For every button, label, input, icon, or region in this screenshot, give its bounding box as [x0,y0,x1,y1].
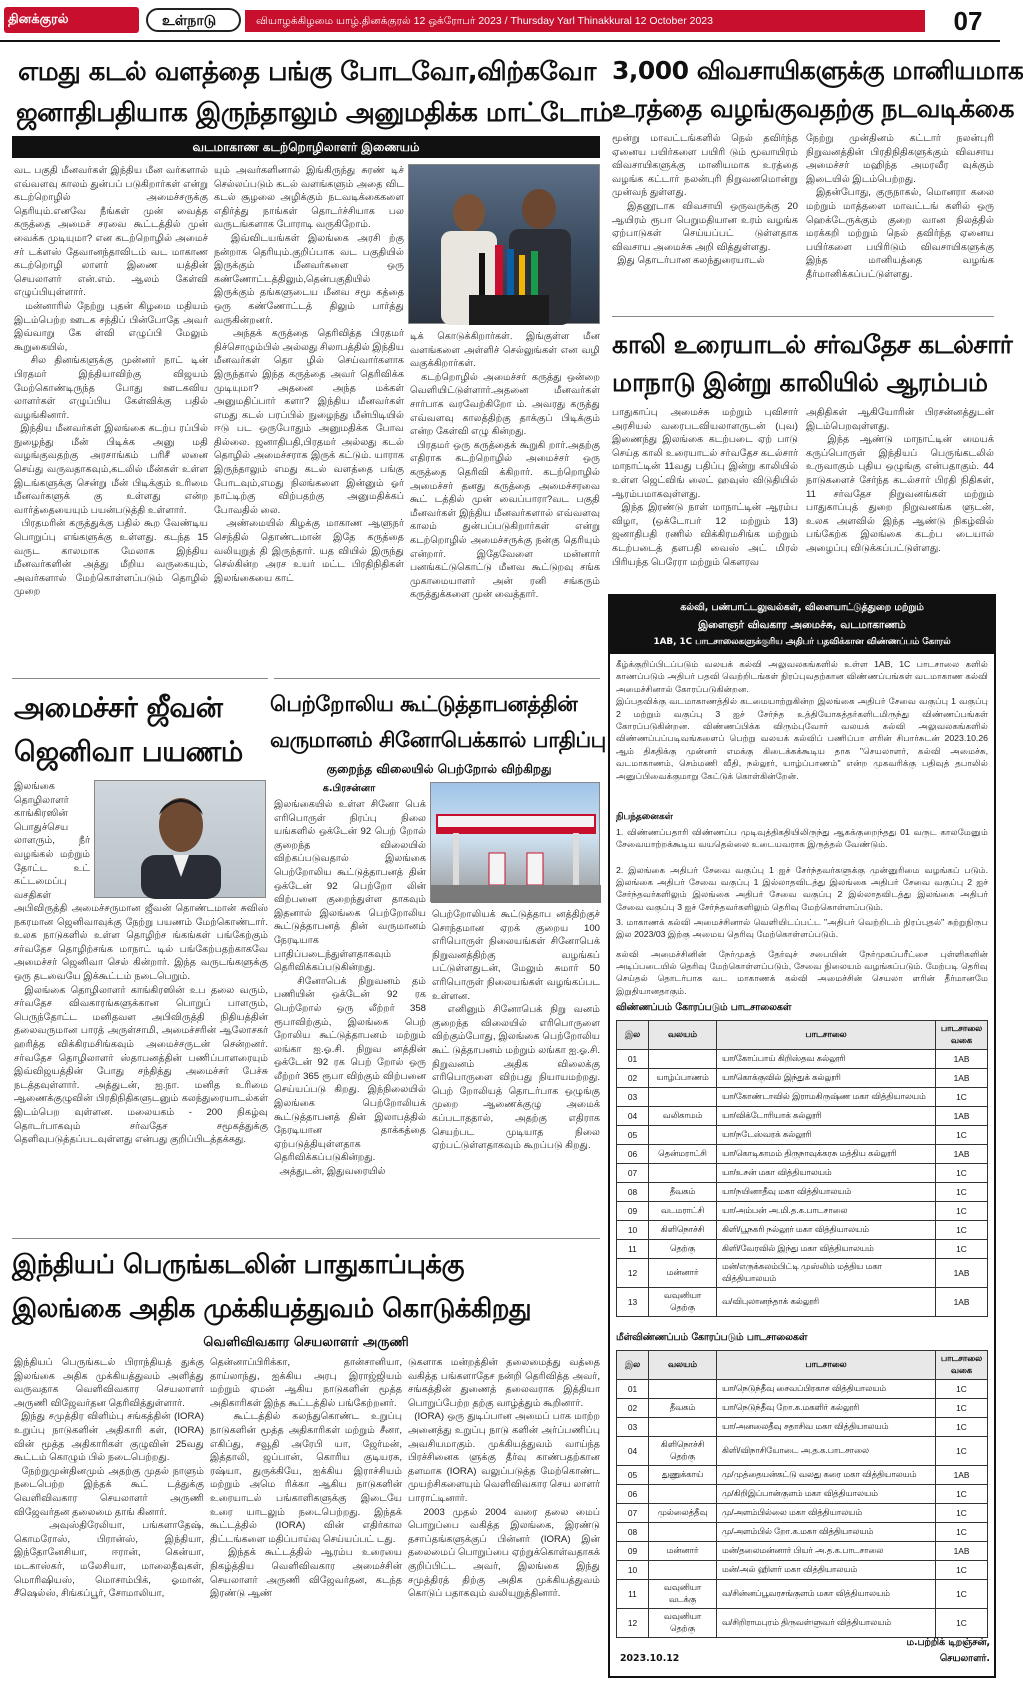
fuel-station-illustration [431,783,601,903]
table2-row [617,1609,988,1638]
table2-cell-no: 01 [617,1380,649,1399]
table1-cell-school: கிளி/பூநகரி நல்லூர் மகா வித்தியாலயம் [717,1221,936,1240]
table1-cell-no: 10 [617,1221,649,1240]
table2-cell-type: 1C [936,1504,988,1523]
table2-row [617,1542,988,1561]
story1-kicker: வடமாகாண கடற்றொழிலாளர் இணையம் [192,140,420,154]
table1-header-school: பாடசாலை [717,1021,936,1050]
table1-cell-school: வ/விபுலானந்தாக் கல்லூரி [717,1288,936,1317]
table2-title: மீள்விண்ணப்பம் கோரப்படும் பாடசாலைகள் [616,1332,808,1343]
table2-cell-school: கிளி/விநாசியோடை அ.த.க.பாடசாலை [717,1437,936,1466]
table2-row [617,1485,988,1504]
page-number: 07 [953,6,983,36]
table1-cell-type: 1C [936,1183,988,1202]
story4-column-full: அபிவிருத்தி அமைச்சருமான ஜீவன் தொண்டமான் சுவிஸ் நகரமான ஜெனிவாவுக்கு நேற்று பயணம் மேற்கொண்டார். உலக நாடுகளில் உள்ள தொழிற்ச ங்கங்கள் பங்கேற்கும் சர்வதேச தொழிற்சங்க மாநாட் டில் பங்கேற்பதற்காகவே அமைச்சர் ஜெனிவா செல் கின்றார். இந்த வருடங்களுக்கு ஒரு தடவையே இக்கூட்டம் நடைபெறும். இலங்கை தொழிலாளர் காங்கிரஸின் உப தலை வரும், சர்வதேச விவகாரங்களுக்கான பொறுப் பாளரும், பெருந்தோட்ட மனிதவள அபிவிருத்தி நிதியத்தின் தலைவருமான பாரத் அருள்சாமி, அமைச்சரின் ஆலோசகர் ஹரித்த விக்கிரமசிங்கவும் அமைச்சருடன் சென்றனர். சர்வதேச தொழிலாளர் ஸ்தாபனத்தின் பணிப்பாளரையும் இவ்விஜயத்தின் போது சந்தித்து அமைச்சர் பேச்சு நடத்தவுள்ளார். அத்துடன், ஐ.நா. மனித உரிமை ஆணைக்குழுவின் பிரதிநிதிகளுடனும் கலந்துரையாடல்கள் இடம்பெற வுள்ளன. மலையகம் - 200 நிகழ்வு தொடர்பாகவும் சர்வதேச சமூகத்துக்கு தெளிவுபடுத்தப்படவுள்ளது என்பது குறிப்பிடத்தக்கது. [14,903,269,1146]
story1-column-1: வட பகுதி மீனவர்கள் இந்திய மீன வர்களால் எவ்வளவு காலம் துன்பப் படுகிறார்கள் என்று கடற்றொழில் அமைச்சருக்கு தெரியும்.எனவே நீங்கள் முன் வைத்த கருத்தை அமைச் சரவை கூட்டத்தில் முன் வைக்க முடியுமா? என கடற்றொழில் அமைச் சர் டக்ளஸ் தேவானந்தாவிடம் வட மாகாண கடற்றொழி லாளர் இணை யத்தின் செயலாளர் என்.எம். ஆலம் கேள்வி எழுப்பியுள்ளார். மன்னாரில் நேற்று புதன் கிழமை மதியம் இடம்பெற்ற ஊடக சந்திப் பின்போதே அவர் இவ்வாறு கே ள்வி எழுப்பி மேலும் கூறுகையில், சில தினங்களுக்கு முன்னர் நாட் டின் பிரதமர் இந்தியாவிற்கு விஜயம் மேற்கொண்டிருந்த போது ஊடகவிய லாளர்கள் எழுப்பிய கேள்விக்கு பதில் வழங்கினார். இந்திய மீனவர்கள் இலங்கை கடற்ப ரப்பில் நுழைந்து மீன் பிடிக்க அனு மதி வழங்குவதற்கு அரசாங்கம் பரிசீ லனை செய்து வருவதாகவும்,கடலில் மீன்கள் உள்ள இடங்களுக்கு சென்று மீன் பிடிக்கும் உரிமை மீனவர்களுக் கு உள்ளது என்ற வார்த்தையையும் பயன்படுத்தி உள்ளார். பிரதமரின் கருத்துக்கு பதில் கூற வேண்டிய பொறுப்பு எங்களுக்கு உள்ளது. கடந்த 15 வருட காலமாக மேலாக இந்திய மீனவர்களின் அத்து மீறிய வருகையும், அவர்களால் மேற்கொள்ளப்படும் தொழில் முறை [14,165,208,598]
table2-cell-no: 12 [617,1609,649,1638]
table2-cell-no: 08 [617,1523,649,1542]
table1-cell-type: 1AB [936,1145,988,1164]
table1-row [617,1221,988,1240]
table2-cell-zone: தீவகம் [649,1399,717,1418]
story4-headline-line1: அமைச்சர் ஜீவன் [14,691,223,724]
story6-headline-line1: இந்தியப் பெருங்கடலின் பாதுகாப்புக்கு [12,1250,464,1280]
story3-column-1: பாதுகாப்பு அமைச்சு மற்றும் புவிசார் அரசியல் வரைபடவியலாளருடன் (புவ) இணைந்து இலங்கை கடற்படை ஏற் பாடு செய்த காலி உரையாடல் சர்வதேச கடல்சார் மாநாட்டின் 11வது பதிப்பு இன்று காலியில் உள்ள ஜெட்விங் லைட் ஹவுஸ் விடுதியில் ஆரம்பமாகவுள்ளது. இந்த இரண்டு நாள் மாநாட்டின் ஆரம்ப விழா, (ஒக்டோபர் 12 மற்றும் 13) ஜனாதிபதி ரணில் விக்கிரமசிங்க மற்றும் கடற்படைத் தளபதி வைஸ் அட் மிரல் பிரியந்த பெரேரா மற்றும் கௌரவ [612,407,798,568]
story5-column-1: இலங்கையில் உள்ள சினோ பெக் எரிபொருள் நிரப்பு நிலை யங்களில் ஒக்டேன் 92 பெற் றோல் குறைந்த விலையில் விற்கப்படுவதால் இலங்கை பெற்றோலிய கூட்டுத்தாபனத் தின் ஒக்டேன் 92 பெற்றோ லின் விற்பனை குறைந்துள்ள தாகவும் இதனால் இலங்கை பெற்றோலிய கூட்டுத்தாபனத் தின் வருமானம் நேரடியாக பாதிப்படைந்துள்ளதாகவும் தெரிவிக்கப்படுகின்றது. சினோபெக் நிறுவனம் தம் பணியின் ஒக்டேன் 92 ரக பெற்றோல் ஒரு லீற்றர் 358 ரூபாவிற்கும், இலங்கை பெற் றோலிய கூட்டுத்தாபனம் மற்றும் லங்கா ஐ.ஓ.சி. நிறுவ னத்தின் ஒக்டேன் 92 ரக பெற் றோல் ஒரு லீற்றர் 365 ரூபா விற்கும் விற்பனை செய்யப்படு கிறது. இந்நிலையில் இலங்கை பெற்றோலியக் கூட்டுத்தாபனத் தின் இலாபத்தில் நேரடியான தாக்கத்தை ஏற்படுத்தியுள்ளதாக தெரிவிக்கப்படுகின்றது. அத்துடன், இதுவரையில் [274,799,426,1178]
story5-kicker: குறைந்த விலையில் பெற்றோல் விற்கிறது [326,762,552,776]
story3-column-2: அதிதிகள் ஆகியோரின் பிரசன்னத்துடன் இடம்பெறவுள்ளது. இந்த ஆண்டு மாநாட்டின் மையக் கருப்பொருள் இந்தியப் பெருங்கடலில் உருவாகும் புதிய ஒழுங்கு என்பதாகும். 44 நாடுகளைச் சேர்ந்த கடல்சார் பிரதி நிதிகள், 11 சர்வதேச நிறுவனங்கள் மற்றும் பாதுகாப்புத் துறை நிறுவனங்க ளுடன், உலக அளவில் இந்த ஆண்டு நிகழ்வில் பங்கேற்க இலங்கை கடற்ப டையால் அழைப்பு விடுக்கப்பட்டுள்ளது. [806,407,994,554]
table2-row [617,1418,988,1437]
table1-cell-zone: யாழ்ப்பாணம் [649,1069,717,1088]
table1-cell-no: 05 [617,1126,649,1145]
story2-column-2: நேற்று முன்தினம் கட்டார் நலன்புரி நிறுவனத்தின் பிரதிநிதிகளுக்கும் விவசாய அமைச்சர் மஹிந்த அமரவீர வுக்கும் இடையில் இடம்பெற்றது. இதன்போது, குருநாகல், மொனரா கலை மற்றும் மாத்தளை மாவட்டங் களில் ஒரு ஹெக்டேருக்கும் குறை வான நிலத்தில் மரக்கறி மற்றும் நெல் தவிர்ந்த ஏனைய பயிர்களை பயிரிடும் விவசாயிகளுக்கு இந்த மானியத்தை வழங்க தீர்மானிக்கப்பட்டுள்ளது. [806,133,994,280]
story1-column-3: டிக் கொடுக்கிறார்கள். இங்குள்ள மீன வளங்களை அள்ளிச் செல்லுங்கள் என வழி வகுக்கிறார்கள். கடற்றொழில் அமைச்சர் கருத்து ஒன்றை வெளியிட்டுள்ளார்.அதனை மீனவர்கள் சார்பாக வரவேற்கிறோ ம். அவரது கருத்து எவ்வளவு காலத்திற்கு தாக்குப் பிடிக்கும் என்ற கேள்வி எழு கின்றது. பிரதமர் ஒரு கருத்தைக் கூறுகி றார்.அதற்கு எதிராக கடற்றொழில் அமைச்சர் ஒரு கருத்தை தெரிவி க்கிறார். கடற்றொழில் அமைச்சர் தனது கருத்தை அமைச்சரவை கூட் டத்தில் முன் வைப்பாரா?வட பகுதி மீனவர்கள் இந்திய மீனவர்களால் எவ்வளவு காலம் துன்பப்படுகிறார்கள் என்று கடற்றொழில் அமைச்சருக்கு நன்கு தெரியும் என்றார். இதேவேளை மன்னார் பனங்கட்டுகொட்டு மீனவ கூட்டுறவு சங்க முகாமையாளர் அன் ரனி சங்கரும் கருத்துக்களை முன் வைத்தார். [410,331,600,601]
table1-cell-type: 1C [936,1240,988,1259]
story5-column-2: பெற்றோலியக் கூட்டுத்தாப னத்திற்குச் சொந்தமான ஏறக் குறைய 100 எரிபொருள் நிலையங்கள் சினோபெக் நிறுவனத்திற்கு வழங்கப் பட்டுள்ளதுடன், மேலும் சுமார் 50 எரிபொருள் நிலையங்கள் வழங்கப்பட உள்ளன. எனினும் சினோபெக் நிறு வனம் குறைந்த விலையில் எரிபொருளை விற்கும்போது, இலங்கை பெற்றோலிய கூட் டுத்தாபனம் மற்றும் லங்கா ஐ.ஓ.சி. நிறுவனம் அதிக விலைக்கு எரிபொருளை விற்பது நியாயமற்றது. பெற் றோலியத் தொடர்பாக ஒழுங்கு முறை ஆணைக்குழு அமைக் கப்படாததால், அதற்கு எதிராக செயற்பட முடியாத நிலை ஏற்பட்டுள்ளதாகவும் கூறப்படு கிறது. [432,909,600,1152]
table1-cell-school: யா/கோப்பாய் கிறிஸ்தவ கல்லூரி [717,1050,936,1069]
notice-box [608,594,996,1678]
table1-cell-school: யா/அம்பன் அ.மி.த.க.பாடசாலை [717,1202,936,1221]
story6-column-1: இந்தியப் பெருங்கடல் பிராந்தியத் துக்கு இலங்கை அதிக முக்கியத்துவம் அளித்து வருவதாக வெளிவிவகார செயலாளர் அருணி விஜேவர்தன தெரிவித்துள்ளார். இந்து சமுத்திர விளிம்பு சங்கத்தின் (IORA) உறுப்பு நாடுகளின் அதிகாரி கள், (IORA) வின் மூத்த அதிகாரிகள் குழுவின் 25வது கூட்டம் கொழும் பில் நடைபெற்றது. நேற்றுமுன்தினமும் அதற்கு முதல் நாளும் நடைபெற்ற இந்தக் கூட் டத்துக்கு வெளிவிவகார செயலாளர் அருணி விஜேவர்தன தலைமை தாங் கினார். அவுஸ்திரேலியா, பங்களாதேஷ், கொமரோஸ், பிரான்ஸ், இந்தியா, இந்தோனேசியா, ஈரான், கென்யா, மடகாஸ்கர், மலேசியா, மாலைதீவுகள், மொரிஷியஸ், மொசாம்பிக், ஓமான், சீஷெல்ஸ், சிங்கப்பூர், சோமாலியா, [14,1357,204,1600]
table1-cell-school: யா/உசன் மகா வித்தியாலயம் [717,1164,936,1183]
table1-cell-no: 13 [617,1288,649,1317]
table1-cell-school: மன்/எருக்கலம்பிட்டி முஸ்லிம் மத்திய மகா வித்தியாலயம் [717,1259,936,1288]
notice-signatory-title: செயலாளர். [939,1653,990,1664]
table1-row [617,1050,988,1069]
notice-condition-3: 3. மாகாணக் கல்வி அமைச்சினால் வெளியிடப்பட்ட "அதிபர் வெற்றிடம் நிரப்புதல்" சுற்றுநிருப இல 2023/03 இற்கு அமைய தெரிவு மேற்கொள்ளப்படும். [616,917,991,940]
table1-cell-type: 1C [936,1126,988,1145]
story6-kicker: வெளிவிவகார செயலாளர் அருணி [203,1335,409,1350]
table1-cell-zone [649,1164,717,1183]
table2-cell-zone [649,1561,717,1580]
table1-cell-school: யா/நடேஸ்வரக் கல்லூரி [717,1126,936,1145]
story4-headline-line2: ஜெனிவா பயணம் [14,735,243,768]
table1-cell-school: யா/கோண்டாவில் இராமகிருஷ்ண மகா வித்தியாலயம் [717,1088,936,1107]
section-label-text: உள்நாடு [162,13,217,29]
notice-condition-1: 1. விண்ணப்பதாரி விண்ணப்ப முடிவுத்திகதியிலிருந்து ஆகக்குறைந்தது 01 வருட காலமேனும் சேவையாற்றக்கூடிய வயதெல்லை உடையவராக இருத்தல் வேண்டும். [616,827,991,850]
story5-top-rule [274,678,600,679]
table1-cell-zone: தெற்கு [649,1240,717,1259]
table1-cell-no: 02 [617,1069,649,1088]
table1-cell-type: 1C [936,1221,988,1240]
table1-cell-no: 03 [617,1088,649,1107]
story4-top-rule [12,678,268,679]
table2-row [617,1399,988,1418]
notice-date: 2023.10.12 [620,1653,680,1664]
table2-cell-school: வ/சின்னப்பூவரசங்குளம் மகா வித்தியாலயம் [717,1580,936,1609]
table2-cell-no: 03 [617,1418,649,1437]
table1-cell-zone: தென்மராட்சி [649,1145,717,1164]
story3-headline-line1: காலி உரையாடல் சர்வதேச கடல்சார் [612,330,1013,359]
table2-cell-no: 10 [617,1561,649,1580]
table2-cell-zone [649,1523,717,1542]
table2-cell-zone: முல்லைத்தீவு [649,1504,717,1523]
notice-title-line3: 1AB, 1C பாடசாலைகளுக்குரிய அதிபர் பதவிக்கான விண்ணப்பம் கோரல் [653,637,951,647]
notice-signatory: ம.பற்றிக் டிறஞ்சன், [906,1637,990,1648]
table1-cell-no: 12 [617,1259,649,1288]
table1-cell-type: 1AB [936,1288,988,1317]
table2-cell-type: 1C [936,1437,988,1466]
table1-row [617,1164,988,1183]
press-conference-illustration [409,165,601,325]
masthead [0,0,1000,40]
table2-cell-zone: மன்னார் [649,1542,717,1561]
table2-cell-type: 1C [936,1399,988,1418]
table2-cell-zone [649,1485,717,1504]
table1-cell-type: 1C [936,1202,988,1221]
table2-cell-school: மு/அளம்பில் றோ.க.மகா வித்தியாலயம் [717,1523,936,1542]
notice-title-line1: கல்வி, பண்பாட்டலுவல்கள், விளையாட்டுத்துறை மற்றும் [680,602,924,613]
table1-cell-no: 11 [617,1240,649,1259]
story1-column-2: யும் அவர்களினால் இங்கிருந்து சுரண் டிச் செல்லப்படும் கடல் வளங்களும் அதை விட கடல் சூழலை அழிக்கும் நடவடிக்கைகளை எதிர்த்து நாங்கள் தொடர்ச்சியாக பல வருடங்களாக போராடி வருகிறோம். இவ்விடயங்கள் இலங்கை அரசி ற்கு நன்றாக தெரியும்.குறிப்பாக வட பகுதியில் இருக்கும் மீனவர்களை ஒரு கண்ணோட்டத்திலும்,தென்பகுதியில் இருக்கும் தங்களுடைய மீனவ சமூ கத்தை ஒரு கண்ணோட்டத் திலும் பார்த்து வருகின்றனர். அந்தக் கருத்தை தெரிவித்த பிரதமர் நிச்சொழும்பில் அல்லது சிலாபத்தில் இந்திய மீனவர்கள் தொ ழில் செய்வார்களாக இருந்தால் இந்த கருத்தை அவர் தெரிவிக்க முடியுமா? அதனை அந்த மக்கள் அனுமதிப்பார் களா? இந்திய மீனவர்கள் எமது கடல் பரப்பில் நுழைந்து மீன்பிடியில் ஈடு பட ஒருபோதும் அனுமதிக்க போவ தில்லை. ஜனாதிபதி,பிரதமர் அல்லது கடல் தொழில் அமைச்சராக இருக் கட்டும். யாராக இருந்தாலும் எமது கடல் வளத்தை பங்கு போடவும்,எமது நிலங்களை இன்னும் ஓர் நாட்டிற்கு விற்பதற்கு அனுமதிக்கப் போவதில் லை. அண்மையில் கிழக்கு மாகாண ஆளுநர் செந்தில் தொண்டமான் இதே கருத்தை வலியுறுத் தி இருந்தார். யத வியில் இருந்து செல்கின்ற அரச உயர் மட்ட பிரதிநிதிகள் இலங்கையை காட் [214,165,404,584]
table1-row [617,1202,988,1221]
table1-header-no: இல [617,1021,649,1050]
table2-cell-type: 1C [936,1580,988,1609]
table1-cell-no: 01 [617,1050,649,1069]
table2-cell-no: 09 [617,1542,649,1561]
story1-press-conference-photo [408,164,600,324]
table2-cell-zone: வவுனியா வடக்கு [649,1580,717,1609]
table2-cell-type: 1C [936,1418,988,1437]
table2-cell-type: 1C [936,1523,988,1542]
table1-cell-type: 1AB [936,1107,988,1126]
story5-fuel-station-photo [430,782,600,902]
table2-cell-zone [649,1380,717,1399]
story6-column-3: டுகளாக மன்றத்தின் தலைமைத்து வத்தை வகித்த பங்களாதேச நன்றி தெரிவித்த அவர், சங்கத்தின் துணைத் தலைவராக இத்தியா பொறுப்பேற்ற தற்கு வாழ்த்தும் கூறினார். (IORA) ஒரு துடிப்பான அமைப் பாக மாற்ற அனைத்து உறுப்பு நாடு களின் அர்ப்பணிப்பு அவசியமாகும். முக்கியத்துவம் வாய்ந்த பிரச்சினைக ளுக்கு தீர்வு காண்பதற்கான தளமாக (IORA) வலுப்படுத்த மேற்கொண்ட முயற்சிகளையும் வெளிவிவகார செய லாளர் பாராட்டினார். 2003 முதல் 2004 வரை தலை மைப் பொறுப்பை வகித்த இலங்கை, இரண்டு தசாப்தங்களுக்குப் பின்னர் (IORA) இன் தலைமைப் பொறுப்பை ஏற்றுக்கொள்வதாகக் குறிப்பிட்ட அவர், இலங்கை இந்து சமுத்திரத் திற்கு அதிக முக்கியத்துவம் கொடுப் பதாகவும் வலியுறுத்தினார். [408,1357,600,1600]
table1-cell-school: யா/விக்டோரியாக் கல்லூரி [717,1107,936,1126]
table1-cell-no: 07 [617,1164,649,1183]
table2-cell-no: 02 [617,1399,649,1418]
table2-cell-zone [649,1418,717,1437]
table2-cell-type: 1C [936,1609,988,1638]
notice-title-line2: இளைஞர் விவகார அமைச்சு, வடமாகாணம் [698,619,906,631]
table1-cell-zone: வலிகாமம் [649,1107,717,1126]
story6-column-2: தென்னாப்பிரிக்கா, தான்சானியா, தாய்லாந்து, ஐக்கிய அரபு இராஜ்ஜியம் மற்றும் ஏமன் ஆகிய நாடுகளின் மூத்த அதிகாரிகள் இந்த கூட்டத்தில் பங்கேற்றனர். கூட்டத்தில் கலந்துகொண்ட உறுப்பு நாடுகளின் மூத்த அதிகாரிகள் மற்றும் சீனா, எகிப்து, சவூதி அரேபி யா, ஜேர்மன், இத்தாலி, ஜப்பான், கொரிய குடியரசு, ரஷ்யா, துருக்கியே, ஐக்கிய இராச்சியம் மற்றும் அமெ ரிக்கா ஆகிய நாடுகளின் உரையாடல் பங்காளிகளுக்கு இடையே உரை யாடலும் நடைபெற்றது. இந்தக் கூட்டத்தில் (IORA) வின் எதிர்கால திட்டங்களை மதிப்பாய்வு செய்யப்பட் டது. இந்தக் கூட்டத்தில் ஆரம்ப உரையை நிகழ்த்திய வெளிவிவகார அமைச்சின் செயலாளர் அருணி விஜேவர்தன, கடந்த இரண்டு ஆண் [210,1357,402,1600]
table1-row [617,1107,988,1126]
table2-cell-no: 06 [617,1485,649,1504]
notice-intro: கீழ்க்குறிப்பிடப்படும் வலயக் கல்வி அலுவலகங்களில் உள்ள 1AB, 1C பாடசாலை களில் காணப்படும் அதிபர் பதவி வெற்றிடங்கள் நிரப்புவதற்கான விண்ணப்பங்கள் வடமாகாண கல்வி அமைச்சினால் கோரப்படுகின்றன. இப்பதவிக்கு வடமாகாணத்தில் கடமையாற்றுகின்ற இலங்கை அதிபர் சேவை வகுப்பு 1 வகுப்பு 2 மற்றும் வகுப்பு 3 ஐச் சேர்ந்த உத்தியோகத்தர்களிடமிருந்து விண்ணப்பங்கள் கோரப்படுகின்றன. விண்ணப்பிக்க விரும்புவோர் வலயக் கல்வி அலுவலகங்களில் விண்ணப்பப்படிவங்களைப் பெற்று வலயக் கல்விப் பணிப்பா ளரின் சிபார்சுடன் 2023.10.26 ஆம் திகதிக்கு முன்னர் எமக்கு கிடைக்கக்கூடிய தாக "செயலாளர், கல்வி அமைச்சு, வடமாகாணம், செம்மணி வீதி, நல்லூர், யாழ்ப்பாணம்" என்ற முகவரிக்கு பதிவுத் தபாலில் அனுப்பிவைக்குமாறு கேட்டுக் கொள்கின்றேன். [616,659,988,781]
table2-header-school: பாடசாலை [717,1351,936,1380]
table1-cell-school: கிளி/வேரவில் இந்து மகா வித்தியாலயம் [717,1240,936,1259]
table2-cell-school: மன்/அல் ஹிளர் மகா வித்தியாலயம் [717,1561,936,1580]
story1-headline-line1: எமது கடல் வளத்தை பங்கு போடவோ,விற்கவோ [18,57,596,87]
reapplications-table [616,1350,988,1638]
story4-minister-photo [94,780,266,898]
applications-table-wrapper [616,1020,988,1317]
story2-divider [612,316,994,317]
table2-cell-type: 1C [936,1380,988,1399]
story2-headline-line2: உரத்தை வழங்குவதற்கு நடவடிக்கை [612,94,1014,123]
table2-cell-no: 07 [617,1504,649,1523]
table1-row [617,1240,988,1259]
table1-cell-type: 1C [936,1164,988,1183]
table1-row [617,1288,988,1317]
table1-cell-type: 1AB [936,1069,988,1088]
notice-conditions-title: நிபந்தனைகள் [616,812,673,822]
table2-cell-school: மன்/தலைமன்னார் பியர் அ.த.க.பாடசாலை [717,1542,936,1561]
masthead-logo-text: தினக்குரல் [8,12,69,27]
table1-cell-no: 06 [617,1145,649,1164]
reapplications-table-wrapper [616,1350,988,1638]
table2-cell-school: யா/நெடுந்தீவு சைவப்பிரகாச வித்தியாலயம் [717,1380,936,1399]
table2-row [617,1380,988,1399]
table2-cell-type: 1C [936,1561,988,1580]
table1-title: விண்ணப்பம் கோரப்படும் பாடசாலைகள் [616,1002,792,1013]
story6-headline-line2: இலங்கை அதிக முக்கியத்துவம் கொடுக்கிறது [12,1294,532,1324]
table1-cell-zone [649,1088,717,1107]
table1-cell-no: 08 [617,1183,649,1202]
table2-header-zone: வலயம் [649,1351,717,1380]
table1-cell-zone: கிளிநொச்சி [649,1221,717,1240]
table1-cell-zone [649,1126,717,1145]
story5-byline: க.பிரசன்னா [322,783,376,794]
table2-row [617,1561,988,1580]
story5-headline-line1: பெற்றோலிய கூட்டுத்தாபனத்தின் [270,692,578,716]
table2-cell-zone: துணுக்காய் [649,1466,717,1485]
table2-row [617,1437,988,1466]
applications-table [616,1020,988,1317]
table2-header-type: பாடசாலை வகை [936,1351,988,1380]
table1-row [617,1069,988,1088]
story4-column-short: இலங்கை தொழிலாளர் காங்கிரஸின் பொதுச்செய லாளரும், நீர் வழங்கல் மற்றும் தோட்ட உட் கட்டமைப்பு வசதிகள் [14,781,93,901]
table2-row [617,1580,988,1609]
table1-cell-school: யா/நயினாதீவு மகா வித்தியாலயம் [717,1183,936,1202]
table2-header-no: இல [617,1351,649,1380]
minister-portrait-illustration [95,781,267,899]
table2-cell-school: மு/கிறிஇப்பான்குளம் மகா வித்தியாலயம் [717,1485,936,1504]
table1-cell-type: 1C [936,1088,988,1107]
table2-cell-school: மு/அளம்பில்லை மகா வித்தியாலயம் [717,1504,936,1523]
table2-cell-zone: கிளிநொச்சி தெற்கு [649,1437,717,1466]
table1-cell-zone: வடமராட்சி [649,1202,717,1221]
table2-cell-school: மு/முத்தையன்கட்டு வலது கரை மகா வித்தியாலயம் [717,1466,936,1485]
table2-cell-no: 04 [617,1437,649,1466]
table1-row [617,1126,988,1145]
table1-cell-type: 1AB [936,1050,988,1069]
masthead-rule [0,40,1000,42]
story2-column-1: மூன்று மாவட்டங்களில் நெல் தவிர்ந்த ஏனைய பயிர்களை பயிரி டும் மூவாயிரம் விவசாயிகளுக்கு மானியமாக உரத்தை வழங்க கட்டார் நலன்புரி நிறுவனமொன்று முன்வந் துள்ளது. இதனூடாக விவசாயி ஒருவருக்கு 20 ஆயிரம் ரூபா பெறுமதியான உரம் வழங்க ஏற்பாடுகள் செய்யப்பட் டுள்ளதாக விவசாய அமைச்சு அறி வித்துள்ளது. இது தொடர்பான கலந்துரையாடல் [612,133,798,267]
story5-headline-line2: வருமானம் சினோபெக்கால் பாதிப்பு [270,728,606,752]
table2-cell-type: 1AB [936,1466,988,1485]
table2-cell-zone: வவுனியா தெற்கு [649,1609,717,1638]
table2-cell-no: 11 [617,1580,649,1609]
notice-condition-2: 2. இலங்கை அதிபர் சேவை வகுப்பு 1 ஐச் சேர்ந்தவர்களுக்கு முன்னுரிமை வழங்கப் படும். இலங்கை அதிபர் சேவை வகுப்பு 1 இல்லாதவிடத்து இலங்கை அதிபர் சேவை வகுப்பு 2 ஐச் சேர்ந்தவர்களிலும் இலங்கை அதிபர் சேவை வகுப்பு 2 இல்லாதவிடத்து இலங்கை அதிபர் சேவை வகுப்பு 3 ஐச் சேர்ந்தவர்களிலும் தெரிவு மேற்கொள்ளப்படும். [616,865,991,912]
table1-row [617,1088,988,1107]
table1-cell-zone: மன்னார் [649,1259,717,1288]
table1-cell-school: யா/கொக்குவில் இந்துக் கல்லூரி [717,1069,936,1088]
notice-selection-note: கல்வி அமைச்சினின் நேர்முகத் தேர்வுச் சபையின் நேர்முகப்பரீட்சை புள்ளிகளின் அடிப்படையில் தெரிவு மேற்கொள்ளப்படும், சேவை நிலையம் வழங்கப்படும். மேற்படி தெரிவு செய்தல் தொடர்பாக வட மாகாணக் கல்வி அமைச்சின் செயலா ளரின் தீர்மானமே இறுதியானதாகும். [616,949,991,996]
story1-headline-line2: ஜனாதிபதியாக இருந்தாலும் அனுமதிக்க மாட்டோம் [16,98,613,128]
table2-cell-school: வ/சிறிராமபுரம் திருவள்ளுவர் வித்தியாலயம் [717,1609,936,1638]
table2-cell-no: 05 [617,1466,649,1485]
table1-cell-no: 04 [617,1107,649,1126]
table1-cell-zone: தீவகம் [649,1183,717,1202]
table1-row [617,1183,988,1202]
table2-row [617,1504,988,1523]
dateline-text: வியாழக்கிழமை யாழ்.தினக்குரல் 12 ஒக்ரோபர் 2023 / Thursday Yarl Thinakkural 12 October 2023 [256,15,713,27]
table1-cell-no: 09 [617,1202,649,1221]
table2-cell-type: 1AB [936,1542,988,1561]
table2-cell-type: 1C [936,1485,988,1504]
table1-cell-zone: வவுனியா தெற்கு [649,1288,717,1317]
table1-row [617,1259,988,1288]
table1-header-type: பாடசாலை வகை [936,1021,988,1050]
table1-header-zone: வலயம் [649,1021,717,1050]
table1-cell-zone [649,1050,717,1069]
table1-cell-school: யா/கொடிகாமம் திருநாவுக்கரசு மத்திய கல்லூரி [717,1145,936,1164]
table2-cell-school: யா/நெடுந்தீவு றோ.க.மகளிர் கல்லூரி [717,1399,936,1418]
table1-row [617,1145,988,1164]
table2-row [617,1466,988,1485]
table2-row [617,1523,988,1542]
story6-top-rule [12,1238,600,1239]
story3-headline-line2: மாநாடு இன்று காலியில் ஆரம்பம் [612,368,988,397]
table2-cell-school: யா/அனலைதீவு சதாசிவ மகா வித்தியாலயம் [717,1418,936,1437]
table1-cell-type: 1AB [936,1259,988,1288]
story2-headline-line1: 3,000 விவசாயிகளுக்கு மானியமாக [612,56,1023,85]
